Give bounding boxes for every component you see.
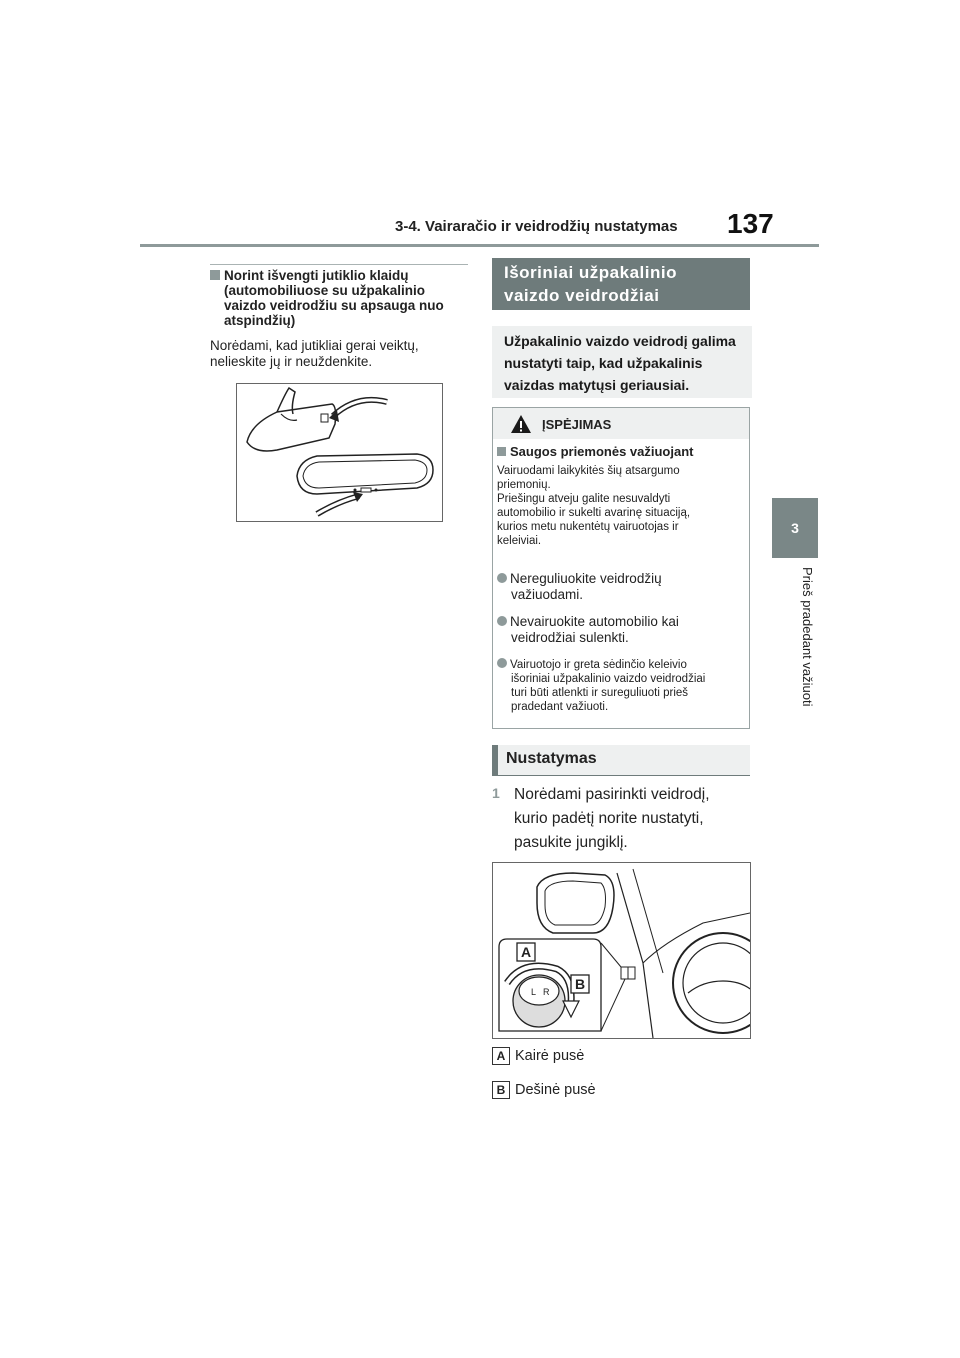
intro-note bbox=[492, 326, 752, 398]
bullet-line: važiuodami. bbox=[511, 587, 584, 602]
chapter-number: 3 bbox=[791, 520, 799, 536]
left-body-line: Norėdami, kad jutikliai gerai veiktų, bbox=[210, 338, 419, 353]
left-heading-line: vaizdo veidrodžiu su apsauga nuo bbox=[224, 298, 444, 313]
warning-title: ĮSPĖJIMAS bbox=[542, 417, 612, 432]
warning-subheading-text: Saugos priemonės važiuojant bbox=[510, 444, 694, 459]
square-bullet-icon bbox=[497, 447, 506, 456]
intro-note-line: Užpakalinio vaizdo veidrodį galima bbox=[504, 333, 736, 349]
legend-item-a bbox=[492, 1047, 752, 1065]
legend-text-a: Kairė pusė bbox=[515, 1047, 585, 1064]
warning-body-line: Priešingu atveju galite nesuvaldyti bbox=[497, 493, 671, 505]
section-heading-line: Išoriniai užpakalinio bbox=[504, 263, 677, 282]
warning-body-line: Vairuodami laikykitės šių atsargumo bbox=[497, 465, 680, 477]
bullet-line: turi būti atlenkti ir sureguliuoti prieš bbox=[511, 687, 689, 699]
rearview-mirror-drawing bbox=[237, 384, 442, 521]
figure-label-b: B bbox=[575, 976, 586, 992]
section-heading-exterior-mirrors bbox=[492, 258, 750, 310]
round-bullet-icon bbox=[497, 616, 507, 626]
warning-body-line: kurios metu nukentėtų vairuotojas ir bbox=[497, 521, 679, 533]
step-line: Norėdami pasirinkti veidrodį, bbox=[514, 786, 710, 803]
step-line: kurio padėtį norite nustatyti, bbox=[514, 810, 704, 827]
figure-label-a: A bbox=[521, 944, 532, 960]
chapter-tab bbox=[772, 498, 818, 558]
section-title: 3-4. Vairaračio ir veidrodžių nustatymas bbox=[395, 218, 678, 235]
left-heading-line: (automobiliuose su užpakalinio bbox=[224, 283, 426, 298]
mirror-switch-illustration bbox=[492, 862, 751, 1039]
square-bullet-icon bbox=[210, 270, 220, 280]
warning-body bbox=[497, 464, 737, 548]
left-heading-line: atspindžių) bbox=[224, 313, 296, 328]
bullet-line: veidrodžiai sulenkti. bbox=[511, 630, 629, 645]
svg-text:R: R bbox=[543, 987, 550, 997]
legend-key-b: B bbox=[492, 1081, 510, 1099]
bullet-line: Nereguliuokite veidrodžių bbox=[510, 571, 662, 586]
rearview-mirror-illustration bbox=[236, 383, 443, 522]
warning-bullet bbox=[497, 571, 737, 603]
bullet-line: išoriniai užpakalinio vaizdo veidrodžiai bbox=[511, 673, 706, 685]
warning-box bbox=[492, 407, 750, 729]
warning-bullet bbox=[497, 614, 737, 646]
legend-text-b: Dešinė pusė bbox=[515, 1081, 596, 1098]
left-body-text bbox=[210, 338, 472, 369]
step-text bbox=[514, 783, 744, 855]
section-heading-adjustment: Nustatymas bbox=[492, 745, 750, 776]
bullet-line: Vairuotojo ir greta sėdinčio keleivio bbox=[510, 659, 687, 671]
warning-triangle-icon bbox=[510, 414, 532, 434]
intro-note-line: vaizdas matytųsi geriausiai. bbox=[504, 377, 690, 393]
warning-body-line: keleiviai. bbox=[497, 535, 542, 547]
intro-note-line: nustatyti taip, kad užpakalinis bbox=[504, 355, 703, 371]
legend-item-b bbox=[492, 1081, 752, 1099]
svg-text:L: L bbox=[531, 987, 537, 997]
left-heading bbox=[210, 268, 472, 328]
round-bullet-icon bbox=[497, 573, 507, 583]
left-heading-rule bbox=[210, 264, 468, 265]
bullet-line: pradedant važiuoti. bbox=[511, 701, 609, 713]
chapter-label-container bbox=[799, 567, 815, 747]
warning-body-line: automobilio ir sukelti avarinę situaciją, bbox=[497, 507, 691, 519]
chapter-label: Prieš pradedant važiuoti bbox=[800, 567, 815, 707]
section-heading-line: vaizdo veidrodžiai bbox=[504, 286, 660, 305]
left-body-line: nelieskite jų ir neuždenkite. bbox=[210, 353, 373, 369]
mirror-switch-drawing bbox=[493, 863, 750, 1038]
left-heading-line: Norint išvengti jutiklio klaidų bbox=[224, 268, 409, 283]
warning-bullet bbox=[497, 658, 737, 714]
legend-key-a: A bbox=[492, 1047, 510, 1065]
step-number: 1 bbox=[492, 785, 500, 801]
warning-subheading bbox=[497, 444, 694, 459]
bullet-line: Nevairuokite automobilio kai bbox=[510, 614, 679, 629]
warning-body-line: priemonių. bbox=[497, 479, 551, 491]
round-bullet-icon bbox=[497, 658, 507, 668]
header-divider bbox=[140, 244, 819, 247]
step-line: pasukite jungiklį. bbox=[514, 834, 628, 851]
page-number: 137 bbox=[727, 208, 774, 239]
